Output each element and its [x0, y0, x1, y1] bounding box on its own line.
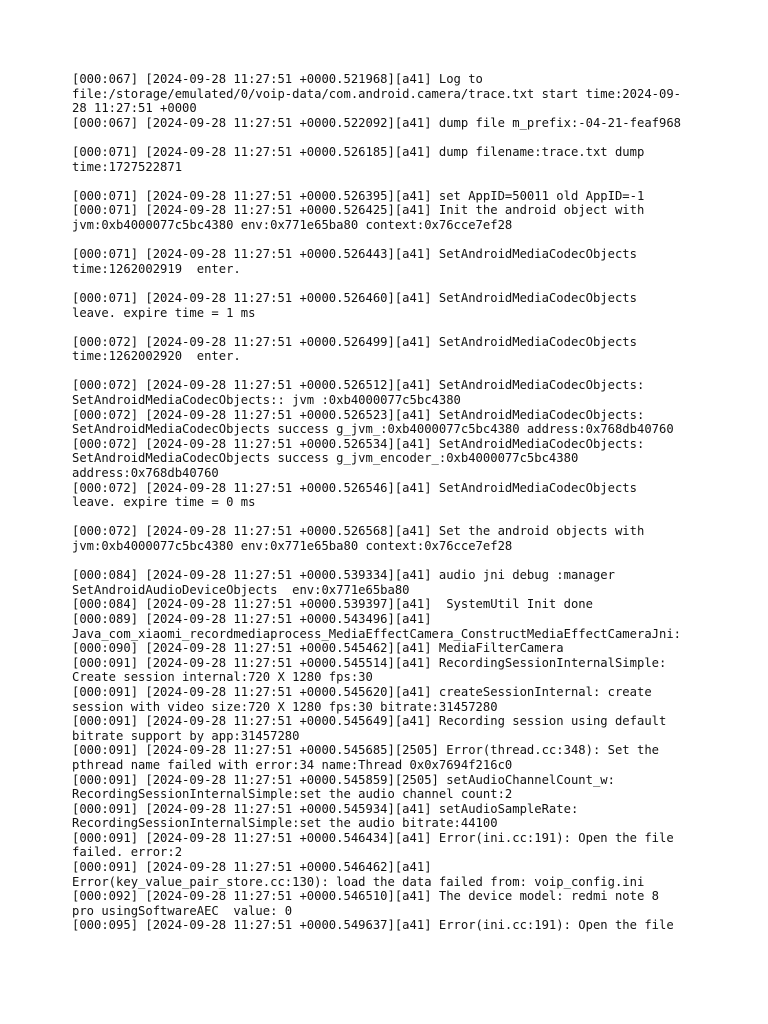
log-line: file:/storage/emulated/0/voip-data/com.android.camera/trace.txt start time:2024-09- — [72, 86, 682, 101]
log-line: Error(key_value_pair_store.cc:130): load the data failed from: voip_config.ini — [72, 874, 645, 889]
log-line: address:0x768db40760 — [72, 466, 219, 481]
log-line: [000:091] [2024-09-28 11:27:51 +0000.545649][a41] Recording session using default — [72, 714, 667, 729]
log-line: time:1727522871 — [72, 159, 183, 174]
log-line: [000:072] [2024-09-28 11:27:51 +0000.526546][a41] SetAndroidMediaCodecObjects — [72, 480, 637, 495]
log-paragraph — [72, 145, 712, 174]
log-line: SetAndroidMediaCodecObjects success g_jvm_:0xb4000077c5bc4380 address:0x768db40760 — [72, 422, 674, 437]
log-line: [000:095] [2024-09-28 11:27:51 +0000.549637][a41] Error(ini.cc:191): Open the file — [72, 918, 674, 933]
log-paragraph — [72, 72, 712, 130]
log-line: [000:072] [2024-09-28 11:27:51 +0000.526568][a41] Set the android objects with — [72, 524, 645, 539]
log-paragraph — [72, 378, 712, 509]
log-line: jvm:0xb4000077c5bc4380 env:0x771e65ba80 context:0x76cce7ef28 — [72, 539, 513, 553]
log-paragraph — [72, 568, 712, 933]
log-line: [000:071] [2024-09-28 11:27:51 +0000.526395][a41] set AppID=50011 old AppID=-1 — [72, 188, 645, 203]
log-line: [000:089] [2024-09-28 11:27:51 +0000.543496][a41] — [72, 611, 432, 626]
log-line: session with video size:720 X 1280 fps:30 bitrate:31457280 — [72, 699, 498, 714]
log-line: RecordingSessionInternalSimple:set the audio channel count:2 — [72, 787, 513, 802]
log-line: [000:091] [2024-09-28 11:27:51 +0000.545620][a41] createSessionInternal: create — [72, 684, 652, 699]
log-line: [000:091] [2024-09-28 11:27:51 +0000.546462][a41] — [72, 860, 432, 875]
log-line: [000:067] [2024-09-28 11:27:51 +0000.522092][a41] dump file m_prefix:-04-21-feaf968 — [72, 115, 682, 130]
log-line: [000:091] [2024-09-28 11:27:51 +0000.545859][2505] setAudioChannelCount_w: — [72, 772, 615, 787]
log-line: [000:084] [2024-09-28 11:27:51 +0000.539397][a41] SystemUtil Init done — [72, 597, 593, 612]
log-line: SetAndroidMediaCodecObjects success g_jvm_encoder_:0xb4000077c5bc4380 — [72, 451, 579, 466]
log-line: time:1262002919 enter. — [72, 261, 241, 276]
log-line: [000:072] [2024-09-28 11:27:51 +0000.526523][a41] SetAndroidMediaCodecObjects: — [72, 407, 645, 422]
log-line: bitrate support by app:31457280 — [72, 728, 300, 743]
log-paragraph — [72, 524, 712, 553]
log-line: SetAndroidMediaCodecObjects:: jvm :0xb4000077c5bc4380 — [72, 393, 461, 408]
log-paragraph — [72, 335, 712, 364]
log-line: pro usingSoftwareAEC value: 0 — [72, 903, 293, 918]
log-line: RecordingSessionInternalSimple:set the audio bitrate:44100 — [72, 816, 498, 831]
log-paragraph — [72, 189, 712, 233]
log-paragraph — [72, 291, 712, 320]
log-text — [72, 72, 712, 948]
log-paragraph — [72, 247, 712, 276]
log-line: [000:084] [2024-09-28 11:27:51 +0000.539334][a41] audio jni debug :manager — [72, 568, 615, 583]
log-line: jvm:0xb4000077c5bc4380 env:0x771e65ba80 context:0x76cce7ef28 — [72, 217, 513, 232]
log-line: leave. expire time = 0 ms — [72, 495, 256, 510]
log-line: [000:071] [2024-09-28 11:27:51 +0000.526460][a41] SetAndroidMediaCodecObjects — [72, 290, 637, 305]
log-line: pthread name failed with error:34 name:Thread 0x0x7694f216c0 — [72, 757, 513, 772]
log-line: [000:071] [2024-09-28 11:27:51 +0000.526425][a41] Init the android object with — [72, 203, 645, 218]
log-line: [000:090] [2024-09-28 11:27:51 +0000.545462][a41] MediaFilterCamera — [72, 641, 564, 656]
log-line: [000:072] [2024-09-28 11:27:51 +0000.526499][a41] SetAndroidMediaCodecObjects — [72, 334, 637, 349]
log-line: [000:091] [2024-09-28 11:27:51 +0000.545934][a41] setAudioSampleRate: — [72, 801, 579, 816]
log-line: [000:091] [2024-09-28 11:27:51 +0000.545685][2505] Error(thread.cc:348): Set the — [72, 743, 659, 758]
log-line: Java_com_xiaomi_recordmediaprocess_MediaEffectCamera_ConstructMediaEffectCameraJni: — [72, 626, 682, 641]
log-line: [000:067] [2024-09-28 11:27:51 +0000.521968][a41] Log to — [72, 72, 483, 86]
log-line: [000:071] [2024-09-28 11:27:51 +0000.526443][a41] SetAndroidMediaCodecObjects — [72, 247, 637, 262]
log-line: leave. expire time = 1 ms — [72, 305, 256, 320]
log-line: [000:092] [2024-09-28 11:27:51 +0000.546510][a41] The device model: redmi note 8 — [72, 889, 659, 904]
log-line: 28 11:27:51 +0000 — [72, 101, 197, 116]
log-line: [000:072] [2024-09-28 11:27:51 +0000.526534][a41] SetAndroidMediaCodecObjects: — [72, 436, 645, 451]
log-line: [000:072] [2024-09-28 11:27:51 +0000.526512][a41] SetAndroidMediaCodecObjects: — [72, 378, 645, 393]
log-line: [000:091] [2024-09-28 11:27:51 +0000.546434][a41] Error(ini.cc:191): Open the file — [72, 830, 674, 845]
log-line: time:1262002920 enter. — [72, 349, 241, 364]
log-line: failed. error:2 — [72, 845, 183, 860]
log-line: Create session internal:720 X 1280 fps:30 — [72, 670, 373, 685]
log-line: SetAndroidAudioDeviceObjects env:0x771e65ba80 — [72, 582, 410, 597]
log-line: [000:091] [2024-09-28 11:27:51 +0000.545514][a41] RecordingSessionInternalSimple: — [72, 655, 667, 670]
log-line: [000:071] [2024-09-28 11:27:51 +0000.526185][a41] dump filename:trace.txt dump — [72, 144, 645, 159]
